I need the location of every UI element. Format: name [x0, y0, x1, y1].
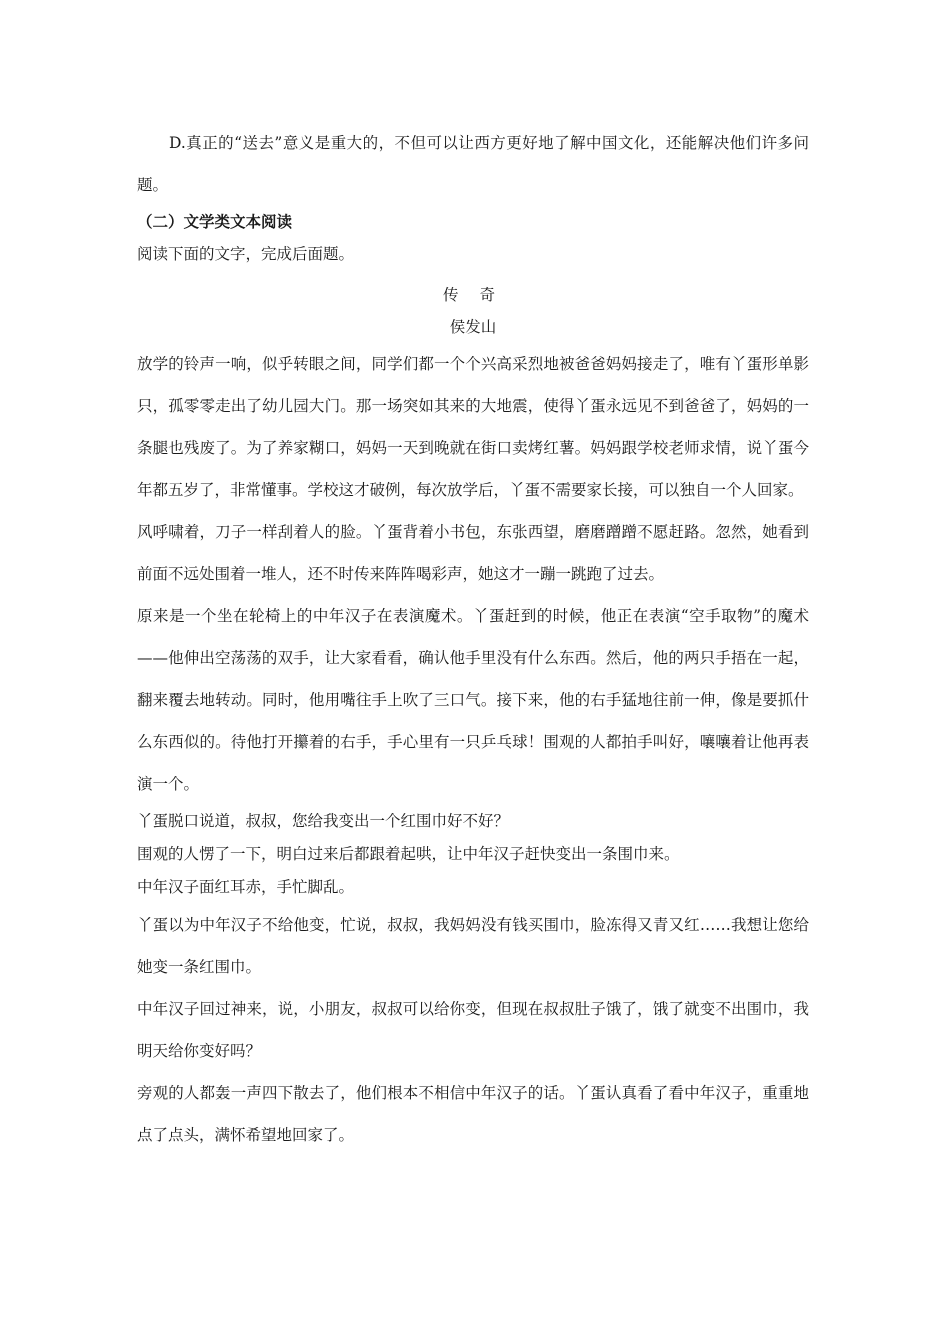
story-paragraph-8: 中年汉子回过神来，说，小朋友，叔叔可以给你变，但现在叔叔肚子饿了，饿了就变不出围巾，我明天给你变好吗？ — [137, 1000, 809, 1060]
option-d-text: D.真正的“送去”意义是重大的，不但可以让西方更好地了解中国文化，还能解决他们许多问题。 — [137, 134, 809, 194]
story-paragraph-3: 原来是一个坐在轮椅上的中年汉子在表演魔术。丫蛋赶到的时候，他正在表演“空手取物”的魔术——他伸出空荡荡的双手，让大家看看，确认他手里没有什么东西。然后，他的两只手捂在一起，翻来覆去地转动。同时，他用嘴往手上吹了三口气。接下来，他的右手猛地往前一伸，像是要抓什么东西似的。待他打开攥着的右手，手心里有一只乒乓球！围观的人都拍手叫好，嚷嚷着让他再表演一个。 — [137, 607, 809, 793]
section-heading: （二）文学类文本阅读 — [137, 213, 293, 231]
story-paragraph-1: 放学的铃声一响，似乎转眼之间，同学们都一个个兴高采烈地被爸爸妈妈接走了，唯有丫蛋形单影只，孤零零走出了幼儿园大门。那一场突如其来的大地震，使得丫蛋永远见不到爸爸了，妈妈的一条腿也残废了。为了养家糊口，妈妈一天到晚就在街口卖烤红薯。妈妈跟学校老师求情，说丫蛋今年都五岁了，非常懂事。学校这才破例，每次放学后，丫蛋不需要家长接，可以独自一个人回家。 — [137, 355, 809, 499]
story-paragraph-4: 丫蛋脱口说道，叔叔，您给我变出一个红围巾好不好？ — [137, 812, 510, 830]
story-paragraph-5: 围观的人愣了一下，明白过来后都跟着起哄，让中年汉子赶快变出一条围巾来。 — [137, 845, 680, 863]
story-paragraph-2: 风呼啸着，刀子一样刮着人的脸。丫蛋背着小书包，东张西望，磨磨蹭蹭不愿赶路。忽然，她看到前面不远处围着一堆人，还不时传来阵阵喝彩声，她这才一蹦一跳跑了过去。 — [137, 523, 809, 583]
story-paragraph-9: 旁观的人都轰一声四下散去了，他们根本不相信中年汉子的话。丫蛋认真看了看中年汉子，重重地点了点头，满怀希望地回家了。 — [137, 1084, 809, 1144]
story-paragraph-7: 丫蛋以为中年汉子不给他变，忙说，叔叔，我妈妈没有钱买围巾，脸冻得又青又红……我想让您给她变一条红围巾。 — [137, 916, 809, 976]
document-page — [137, 122, 809, 1156]
story-author: 侯发山 — [449, 318, 497, 336]
story-paragraph-6: 中年汉子面红耳赤，手忙脚乱。 — [137, 878, 355, 896]
story-title: 传 奇 — [443, 286, 503, 304]
section-instruction: 阅读下面的文字，完成后面题。 — [137, 245, 355, 263]
